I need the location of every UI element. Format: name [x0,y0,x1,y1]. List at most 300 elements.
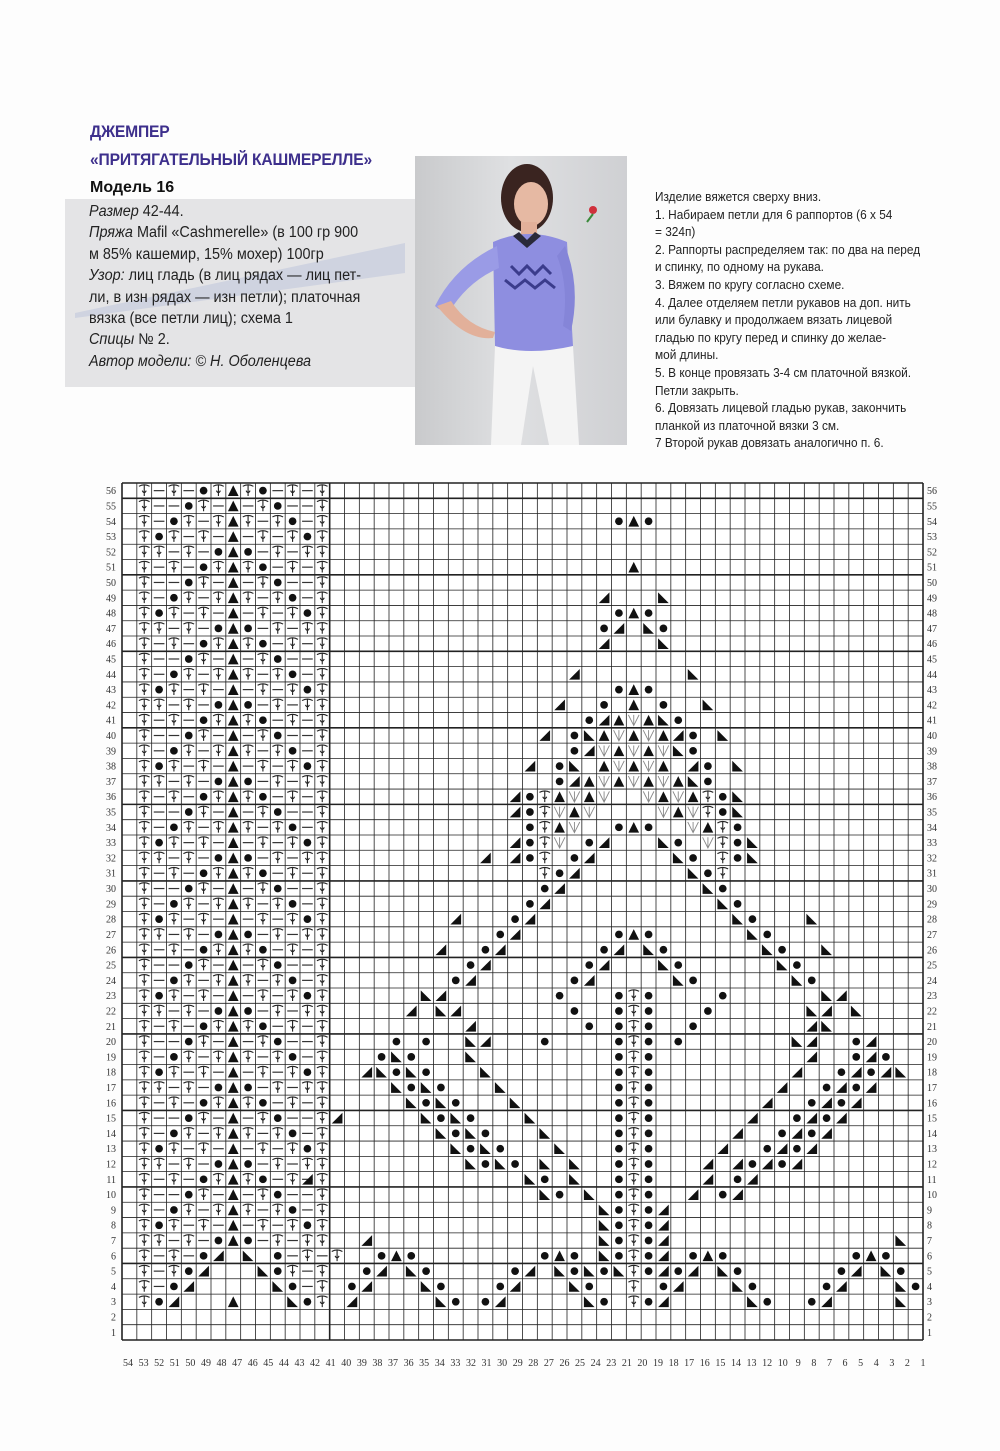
yarn-over-symbol [155,1068,163,1076]
yarn-over-symbol [526,900,534,908]
pattern-line-2: ли, в изн рядах — изн петли); платочная [89,288,361,306]
yarn-over-symbol [882,1252,890,1260]
yarn-over-symbol [645,1084,653,1092]
row-label-right: 1 [927,1327,932,1339]
yarn-over-symbol [719,1252,727,1260]
yarn-over-symbol [437,1114,445,1122]
yarn-over-symbol [259,793,267,801]
yarn-over-symbol [689,977,697,985]
yarn-over-symbol [600,1298,608,1306]
yarn-over-symbol [437,1084,445,1092]
row-label-right: 51 [927,562,937,574]
yarn-over-symbol [274,1114,282,1122]
row-label-right: 6 [927,1251,932,1263]
yarn-over-symbol [541,1175,549,1183]
column-label: 2 [904,1358,910,1369]
row-label-left: 46 [106,639,116,651]
column-label: 36 [403,1358,414,1369]
row-label-right: 19 [927,1052,937,1064]
yarn-over-symbol [585,839,593,847]
row-label-left: 20 [106,1037,116,1049]
yarn-over-symbol [407,1053,415,1061]
row-label-right: 24 [927,975,937,987]
yarn-over-symbol [541,1038,549,1046]
yarn-over-symbol [185,808,193,816]
yarn-over-symbol [526,823,534,831]
row-label-left: 6 [111,1251,116,1263]
row-label-right: 46 [927,639,937,651]
yarn-over-symbol [259,1099,267,1107]
column-label: 39 [356,1358,367,1369]
yarn-over-symbol [615,1084,623,1092]
yarn-over-symbol [823,1283,831,1291]
yarn-over-symbol [215,854,223,862]
yarn-over-symbol [645,1038,653,1046]
yarn-over-symbol [660,946,668,954]
yarn-over-symbol [244,1084,252,1092]
row-label-left: 45 [106,654,116,666]
yarn-over-symbol [259,869,267,877]
yarn-over-symbol [244,854,252,862]
yarn-over-symbol [526,854,534,862]
yarn-over-symbol [615,931,623,939]
yarn-line-2: м 85% кашемир, 15% мохер) 100гр [89,245,324,263]
yarn-over-symbol [200,487,208,495]
yarn-over-symbol [437,1283,445,1291]
row-label-right: 49 [927,593,937,605]
row-label-right: 45 [927,654,937,666]
row-label-left: 18 [106,1067,116,1079]
yarn-over-symbol [778,1160,786,1168]
yarn-over-symbol [556,778,564,786]
instruction-line: Изделие вяжется сверху вниз. [655,190,822,204]
yarn-over-symbol [556,762,564,770]
yarn-over-symbol [200,1175,208,1183]
instruction-line: мой длины. [655,348,719,363]
row-label-left: 49 [106,593,116,605]
row-label-left: 10 [106,1190,116,1202]
yarn-over-symbol [289,594,297,602]
yarn-over-symbol [511,1160,519,1168]
yarn-over-symbol [170,823,178,831]
yarn-over-symbol [615,609,623,617]
yarn-over-symbol [185,1114,193,1122]
yarn-over-symbol [170,594,178,602]
yarn-over-symbol [719,885,727,893]
column-label: 42 [310,1358,321,1369]
yarn-over-symbol [600,625,608,633]
yarn-over-symbol [422,1099,430,1107]
yarn-over-symbol [689,747,697,755]
yarn-over-symbol [170,1053,178,1061]
column-label: 35 [419,1358,430,1369]
yarn-over-symbol [155,1298,163,1306]
yarn-over-symbol [482,1298,490,1306]
row-label-right: 26 [927,945,937,957]
column-label: 7 [826,1358,832,1369]
yarn-over-symbol [778,946,786,954]
column-label: 50 [185,1358,196,1369]
yarn-over-symbol [615,1206,623,1214]
row-label-left: 41 [106,715,116,727]
yarn-over-symbol [289,670,297,678]
yarn-over-symbol [615,1022,623,1030]
row-label-left: 19 [106,1052,116,1064]
column-label: 1 [920,1358,926,1369]
column-label: 34 [434,1358,445,1369]
yarn-over-symbol [155,609,163,617]
yarn-over-symbol [200,793,208,801]
row-label-left: 43 [106,685,116,697]
yarn-over-symbol [170,900,178,908]
column-label: 17 [684,1358,695,1369]
yarn-over-symbol [719,808,727,816]
column-label: 54 [123,1358,133,1369]
column-label: 13 [746,1358,757,1369]
instruction-line: 2. Раппорты распределяем так: по два на перед [655,242,921,257]
row-label-right: 33 [927,838,937,850]
yarn-over-symbol [185,655,193,663]
yarn-over-symbol [496,1283,504,1291]
yarn-over-symbol [645,1114,653,1122]
row-label-right: 31 [927,868,937,880]
yarn-over-symbol [289,517,297,525]
row-label-left: 15 [106,1113,116,1125]
column-label: 4 [873,1358,879,1369]
yarn-over-symbol [571,1267,579,1275]
yarn-over-symbol [585,1283,593,1291]
row-label-left: 53 [106,532,116,544]
column-label: 37 [388,1358,398,1369]
yarn-over-symbol [304,1068,312,1076]
yarn-over-symbol [526,839,534,847]
yarn-over-symbol [200,869,208,877]
yarn-over-symbol [289,1283,297,1291]
yarn-over-symbol [185,502,193,510]
row-label-right: 32 [927,853,937,865]
yarn-over-symbol [793,1145,801,1153]
row-label-right: 41 [927,715,937,727]
yarn-over-symbol [259,1022,267,1030]
yarn-over-symbol [615,1038,623,1046]
instruction-line: = 324п) [655,225,696,240]
yarn-over-symbol [704,762,712,770]
yarn-over-symbol [393,1038,401,1046]
column-label: 19 [653,1358,663,1369]
instruction-line: 5. В конце провязать 3-4 см платочной вязкой. [655,365,912,380]
instruction-line: и спинку, по одному на рукава. [655,260,824,275]
yarn-over-symbol [511,915,519,923]
yarn-over-symbol [244,1160,252,1168]
yarn-over-symbol [615,1175,623,1183]
yarn-over-symbol [719,992,727,1000]
yarn-over-symbol [615,517,623,525]
yarn-over-symbol [215,1007,223,1015]
yarn-over-symbol [304,915,312,923]
yarn-over-symbol [645,686,653,694]
row-label-right: 52 [927,547,937,559]
yarn-over-symbol [170,1206,178,1214]
yarn-over-symbol [734,900,742,908]
yarn-over-symbol [215,1160,223,1168]
yarn-over-symbol [407,1084,415,1092]
row-label-left: 21 [106,1021,116,1033]
yarn-over-symbol [852,1053,860,1061]
row-label-right: 12 [927,1159,937,1171]
yarn-over-symbol [689,854,697,862]
yarn-over-symbol [808,1298,816,1306]
yarn-over-symbol [749,1283,757,1291]
yarn-over-symbol [645,1053,653,1061]
yarn-over-symbol [170,517,178,525]
yarn-over-symbol [660,625,668,633]
yarn-over-symbol [734,839,742,847]
yarn-value: Mafil «Cashmerelle» (в 100 гр 900 [132,224,359,242]
pattern-value: лиц гладь (в лиц рядах — лиц пет- [124,267,362,285]
row-label-right: 4 [927,1281,932,1293]
yarn-over-symbol [600,701,608,709]
pattern-label: Узор: [89,267,125,285]
instruction-line: 4. Далее отделяем петли рукавов на доп. нить [655,295,911,310]
yarn-over-symbol [200,946,208,954]
yarn-over-symbol [645,1221,653,1229]
yarn-label: Пряжа [89,224,133,242]
column-label: 27 [543,1358,554,1369]
row-label-left: 32 [106,853,116,865]
column-label: 32 [465,1358,476,1369]
column-label: 9 [795,1358,801,1369]
column-label: 20 [637,1358,648,1369]
yarn-over-symbol [615,1007,623,1015]
row-label-left: 34 [106,822,116,834]
row-label-left: 30 [106,884,116,896]
yarn-over-symbol [215,1237,223,1245]
yarn-over-symbol [615,1145,623,1153]
column-label: 24 [590,1358,601,1369]
yarn-over-symbol [897,1267,905,1275]
row-label-left: 48 [106,608,116,620]
yarn-over-symbol [511,1267,519,1275]
row-label-right: 25 [927,960,937,972]
instruction-line: гладью по кругу перед и спинку до желае- [655,330,887,345]
yarn-over-symbol [274,1267,282,1275]
column-label: 51 [169,1358,180,1369]
yarn-over-symbol [882,1053,890,1061]
column-label: 21 [621,1358,632,1369]
yarn-over-symbol [259,1175,267,1183]
yarn-over-symbol [645,931,653,939]
yarn-over-symbol [155,686,163,694]
yarn-over-symbol [170,670,178,678]
yarn-over-symbol [585,961,593,969]
column-label: 31 [481,1358,492,1369]
yarn-over-symbol [793,1114,801,1122]
yarn-over-symbol [645,1022,653,1030]
row-label-right: 54 [927,516,937,528]
yarn-over-symbol [585,1022,593,1030]
yarn-over-symbol [155,533,163,541]
yarn-over-symbol [674,961,682,969]
yarn-over-symbol [482,1160,490,1168]
yarn-over-symbol [645,1145,653,1153]
yarn-over-symbol [645,1191,653,1199]
yarn-over-symbol [645,1175,653,1183]
row-label-left: 25 [106,960,116,972]
yarn-over-symbol [452,1130,460,1138]
row-label-left: 13 [106,1144,116,1156]
row-label-left: 7 [111,1236,116,1248]
yarn-over-symbol [645,1160,653,1168]
row-label-left: 23 [106,991,116,1003]
yarn-over-symbol [645,1007,653,1015]
yarn-over-symbol [526,808,534,816]
column-label: 33 [450,1358,461,1369]
row-label-left: 1 [111,1327,116,1339]
column-label: 45 [263,1358,274,1369]
row-label-right: 17 [927,1082,937,1094]
row-label-left: 2 [111,1312,116,1324]
yarn-over-symbol [244,778,252,786]
row-label-left: 5 [111,1266,116,1278]
yarn-over-symbol [867,1068,875,1076]
yarn-over-symbol [304,839,312,847]
yarn-over-symbol [244,701,252,709]
instruction-line: 6. Довязать лицевой гладью рукав, закончить [655,401,907,416]
yarn-over-symbol [571,1252,579,1260]
row-label-right: 22 [927,1006,937,1018]
needles-label: Спицы [89,331,135,349]
yarn-over-symbol [645,823,653,831]
yarn-over-symbol [556,992,564,1000]
yarn-over-symbol [185,732,193,740]
yarn-over-symbol [259,563,267,571]
yarn-over-symbol [422,1267,430,1275]
yarn-over-symbol [274,1038,282,1046]
row-label-right: 3 [927,1297,932,1309]
yarn-over-symbol [749,1160,757,1168]
yarn-over-symbol [571,977,579,985]
pattern-title-line1: ДЖЕМПЕР [90,122,170,141]
yarn-over-symbol [912,1283,920,1291]
column-label: 46 [247,1358,258,1369]
row-label-left: 29 [106,899,116,911]
instruction-line: Петли закрыть. [655,383,739,398]
yarn-over-symbol [185,885,193,893]
yarn-over-symbol [215,931,223,939]
pattern-title-line2: «ПРИТЯГАТЕЛЬНЫЙ КАШМЕРЕЛЛЕ» [90,150,372,169]
yarn-over-symbol [185,961,193,969]
row-label-right: 53 [927,532,937,544]
column-label: 48 [216,1358,227,1369]
yarn-over-symbol [200,640,208,648]
yarn-over-symbol [496,1145,504,1153]
yarn-over-symbol [244,1007,252,1015]
yarn-over-symbol [170,977,178,985]
yarn-over-symbol [274,808,282,816]
row-label-right: 37 [927,776,937,788]
yarn-over-symbol [482,1130,490,1138]
yarn-over-symbol [304,992,312,1000]
yarn-over-symbol [378,1252,386,1260]
yarn-over-symbol [600,1267,608,1275]
yarn-over-symbol [259,487,267,495]
column-label: 14 [730,1358,741,1369]
yarn-over-symbol [289,823,297,831]
yarn-over-symbol [185,1267,193,1275]
yarn-over-symbol [838,1099,846,1107]
row-label-right: 23 [927,991,937,1003]
column-label: 25 [575,1358,586,1369]
row-label-left: 50 [106,577,116,589]
yarn-over-symbol [244,931,252,939]
column-label: 28 [528,1358,539,1369]
yarn-over-symbol [393,1068,401,1076]
row-label-right: 34 [927,822,937,834]
yarn-over-symbol [467,1145,475,1153]
yarn-over-symbol [615,992,623,1000]
yarn-over-symbol [763,1298,771,1306]
yarn-over-symbol [155,1221,163,1229]
yarn-over-symbol [185,579,193,587]
yarn-over-symbol [763,1145,771,1153]
yarn-over-symbol [674,1267,682,1275]
column-label: 30 [497,1358,508,1369]
instruction-line: 3. Вяжем по кругу согласно схеме. [655,277,845,292]
yarn-over-symbol [778,1130,786,1138]
row-label-left: 35 [106,807,116,819]
pattern-line-3: вязка (все петли лиц); схема 1 [89,310,293,328]
yarn-over-symbol [170,1283,178,1291]
yarn-over-symbol [170,1130,178,1138]
yarn-over-symbol [734,823,742,831]
row-label-left: 56 [106,486,116,498]
yarn-over-symbol [289,1130,297,1138]
yarn-over-symbol [645,1099,653,1107]
yarn-over-symbol [793,961,801,969]
yarn-over-symbol [689,1022,697,1030]
yarn-over-symbol [304,1298,312,1306]
yarn-over-symbol [259,640,267,648]
yarn-over-symbol [645,1068,653,1076]
yarn-over-symbol [852,1252,860,1260]
row-label-left: 14 [106,1128,116,1140]
row-label-left: 51 [106,562,116,574]
yarn-over-symbol [556,869,564,877]
yarn-over-symbol [155,992,163,1000]
row-label-left: 39 [106,746,116,758]
row-label-right: 40 [927,731,937,743]
row-label-left: 55 [106,501,116,513]
yarn-over-symbol [615,1114,623,1122]
yarn-over-symbol [407,1252,415,1260]
column-label: 47 [232,1358,243,1369]
yarn-over-symbol [734,854,742,862]
yarn-over-symbol [200,1252,208,1260]
column-label: 12 [762,1358,773,1369]
yarn-over-symbol [571,1007,579,1015]
row-label-left: 54 [106,516,116,528]
yarn-over-symbol [615,1160,623,1168]
row-label-right: 55 [927,501,937,513]
yarn-over-symbol [615,1237,623,1245]
yarn-over-symbol [763,931,771,939]
yarn-over-symbol [348,1283,356,1291]
yarn-over-symbol [689,732,697,740]
yarn-over-symbol [185,1038,193,1046]
column-label: 18 [668,1358,679,1369]
yarn-over-symbol [645,992,653,1000]
yarn-over-symbol [482,946,490,954]
